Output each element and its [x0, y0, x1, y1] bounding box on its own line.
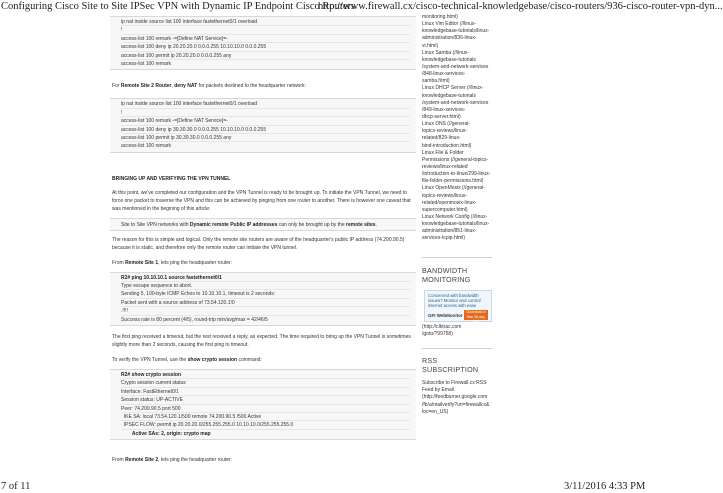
link-line: (http://feedburner.google.com	[422, 394, 488, 401]
note-box	[110, 218, 416, 231]
link-line: Feed by Email	[422, 387, 454, 394]
page-header-url: http://www.firewall.cx/cisco-technical-knowledgebase/cisco-routers/936-cisco-router-vpn-dyn...	[318, 1, 723, 12]
ad-download-button[interactable]: Download a free 30-day trial	[464, 310, 488, 320]
code-line: Session status: UP-ACTIVE	[121, 396, 410, 404]
text-line: The first ping received a timeout, but the rest received a reply, as expected. The time required to bring up the VPN Tunnel is sometimes	[112, 334, 411, 341]
sidebar-link-line[interactable]: vi.html)	[422, 42, 439, 49]
sidebar-link-line[interactable]: knowledgebase-tutorials	[422, 56, 476, 63]
gfi-webmonitor-ad[interactable]	[424, 290, 492, 322]
text-line: was mentioned in the begining of this article:	[112, 205, 211, 212]
link-line: (http://clktrac.com	[422, 323, 462, 330]
sidebar-link-line[interactable]: Linux DHCP Server (//linux-	[422, 85, 484, 92]
rss-heading: RSS SUBSCRIPTION	[422, 355, 479, 374]
paragraph-reason	[110, 236, 416, 252]
link-line: /fb/a/mailverify?uri=firewallcx&	[422, 401, 490, 408]
ad-text: Concerned with bandwidth issues? Monitor and control internet access with ease	[428, 292, 481, 308]
code-line: Crypto session current status	[121, 379, 410, 387]
code-line: !	[121, 26, 410, 34]
text-line: force one packet to traverse the VPN and this can be achieved by pinging from one router to another. There is however one caveat that	[112, 197, 411, 204]
code-line: access-list 100 deny ip 30.30.30.0 0.0.0.255 10.10.10.0 0.0.0.255	[121, 126, 410, 134]
bandwidth-ad-link[interactable]	[422, 324, 494, 338]
sidebar-divider	[422, 348, 492, 349]
link-line: /goto/?99758)	[422, 330, 453, 337]
ad-logo: GFI WebMonitor	[428, 312, 463, 318]
code-line: Sending 5, 100-byte ICMP Echos to 10.10.10.1, timeout is 2 seconds:	[121, 290, 410, 298]
code-line: R2# show crypto session	[121, 371, 410, 379]
sidebar-link-line[interactable]: knowledgebase-tutorials	[422, 92, 476, 99]
text: for packets destined to the headquarter network:	[197, 83, 306, 90]
sidebar-link-line[interactable]: Linux File & Folder	[422, 149, 464, 156]
code-line: IKE SA: local 73.54.120.1/500 remote 74.200.90.5 /500 Active	[121, 413, 410, 421]
article-content	[110, 14, 416, 480]
sidebar-link-line[interactable]: supercomputer.html)	[422, 206, 468, 213]
sidebar-link-line[interactable]: /848-linux-services-	[422, 71, 466, 78]
sidebar-link-line[interactable]: topics-reviews/linux-	[422, 128, 468, 135]
heading-line: MONITORING	[422, 274, 471, 284]
page-footer-page-number: 7 of 11	[1, 481, 31, 492]
code-line: R2# ping 10.10.10.1 source fastethernet0/1	[121, 274, 410, 282]
sidebar-divider	[422, 257, 492, 258]
bold-text: Remote Site 2	[125, 457, 159, 464]
sidebar-link-line[interactable]: Permissions (//general-topics-	[422, 156, 489, 163]
sidebar-link-line[interactable]: services-tcpip.html)	[422, 235, 466, 242]
bold-text: remote sites	[346, 221, 376, 228]
paragraph-verify	[110, 356, 416, 364]
bold-text: Remote Site 1	[125, 259, 159, 266]
code-block-crypto-session	[110, 369, 416, 440]
sidebar-link-line[interactable]: samba.html)	[422, 78, 450, 85]
code-block-site2-nat	[110, 98, 416, 152]
sidebar-link-line[interactable]: administration/836-linux-	[422, 35, 477, 42]
code-line: access-list 100 remark	[121, 60, 172, 67]
code-line: access-list 100 remark -=[Define NAT Service]=-	[121, 35, 410, 43]
paragraph-from-site2	[110, 456, 416, 464]
text: From	[112, 457, 126, 464]
paragraph-timeout	[110, 333, 416, 349]
sidebar-link-line[interactable]: /introduction-to-linux/299-linux-	[422, 171, 491, 178]
sidebar-link-line[interactable]: knowledgebase-tutorials/linux-	[422, 221, 490, 228]
sidebar-link-line[interactable]: reviews/linux-related	[422, 163, 468, 170]
paragraph-site2-nat	[110, 82, 416, 90]
sidebar-link-line[interactable]: knowledgebase-tutorials/linux-	[422, 28, 490, 35]
code-line: Active SAs: 2, origin: crypto map	[121, 430, 211, 437]
code-line: Success rate is 80 percent (4/5), round-trip min/avg/max = 42/46/5	[121, 316, 268, 323]
code-line: Peer: 74.200.90.5 port 500	[121, 405, 410, 413]
code-line: access-list 100 permit ip 20.20.20.0 0.0.0.255 any	[121, 52, 410, 60]
code-line: ip nat inside source list 100 interface fastethernet0/1 overload	[121, 100, 410, 108]
code-line: access-list 100 remark	[121, 143, 172, 150]
page-header-title: Configuring Cisco Site to Site IPSec VPN with Dynamic IP Endpoint Cisco Routers	[1, 1, 356, 12]
text: , lets ping the headquarter router:	[158, 259, 233, 266]
bold-text: Dynamic remote Public IP addresses	[189, 221, 278, 228]
text-line: slightly more than 2 seconds, causing the first ping to timeout.	[112, 342, 249, 349]
sidebar-link-line[interactable]: /849-linux-services-	[422, 106, 466, 113]
sidebar-link-line[interactable]: topics-reviews/linux-	[422, 192, 468, 199]
text: Site to Site VPN networks with	[121, 221, 190, 228]
code-line: !	[121, 109, 410, 117]
sidebar-link-line[interactable]: related/openmosix-linux-	[422, 199, 477, 206]
text: .	[375, 221, 377, 228]
bold-text: deny NAT	[174, 83, 198, 90]
sidebar-link-line[interactable]: bind-introduction.html)	[422, 142, 472, 149]
paragraph-from-site1	[110, 259, 416, 267]
code-line: .!!!!	[121, 307, 410, 315]
code-line: Interface: FastEthernet0/1	[121, 388, 410, 396]
sidebar-link-line[interactable]: monitoring.html)	[422, 14, 458, 20]
code-line: access-list 100 permit ip 30.30.30.0 0.0.0.255 any	[121, 134, 410, 142]
code-line: access-list 100 deny ip 20.20.20.0 0.0.0.255 10.10.10.0 0.0.0.255	[121, 43, 410, 51]
sidebar-link-list	[422, 14, 494, 243]
section-heading: BRINGING UP AND VERIFYING THE VPN TUNNEL	[112, 175, 231, 182]
sidebar-link-line[interactable]: Linux Network Config (//linux-	[422, 213, 488, 220]
link-line: loc=en_US)	[422, 408, 449, 415]
code-line: access-list 100 remark -=[Define NAT Service]=-	[121, 117, 410, 125]
text-line: because it is static, and therefore only the remote router can initiate the VPN tunnel.	[112, 244, 298, 251]
code-block-ping-site1	[110, 272, 416, 326]
sidebar-link-line[interactable]: dhcp-server.html)	[422, 113, 461, 120]
text: can only be brought up by the	[277, 221, 347, 228]
code-line: ip nat inside source list 100 interface fastethernet0/1 overload	[121, 18, 410, 26]
text: To verify the VPN Tunnel, use the	[112, 357, 188, 364]
code-line: Packet sent with a source address of 73.54.120.1!0	[121, 299, 410, 307]
text: For	[112, 83, 121, 90]
code-line: IPSEC FLOW: permit ip 20.20.20.0/255.255.255.0 10.10.10.0/255.255.255.0	[121, 421, 410, 429]
text: , lets ping the headquarter router:	[158, 457, 233, 464]
link-line: Subscribe to Firewall.cx RSS	[422, 379, 487, 386]
sidebar-link-line[interactable]: Linux Vim Editor (//linux-	[422, 21, 477, 28]
paragraph-intro	[110, 189, 416, 213]
rss-subscribe-link[interactable]	[422, 380, 494, 416]
sidebar-link-line[interactable]: administration/851-linux-	[422, 228, 477, 235]
sidebar	[422, 14, 494, 416]
sidebar-link-line[interactable]: file-folder-permissions.html)	[422, 178, 484, 185]
text: ,	[171, 83, 175, 90]
heading-line: BANDWIDTH	[422, 265, 468, 275]
text: command:	[237, 357, 262, 364]
bold-text: Remote Site 2 Router	[120, 83, 172, 90]
sidebar-link-line[interactable]: Linux DNS (//general-	[422, 121, 471, 128]
sidebar-link-line[interactable]: Linux Samba (//linux-	[422, 49, 469, 56]
text: From	[112, 259, 126, 266]
page-footer-datetime: 3/11/2016 4:33 PM	[564, 481, 646, 492]
sidebar-link-line[interactable]: Linux OpenMosix (//general-	[422, 185, 485, 192]
bandwidth-heading	[422, 266, 494, 284]
text-line: At this point, we've completed our configuration and the VPN Tunnel is ready to be brought up. To initiate the VPN Tunnel, we need to	[112, 189, 407, 196]
sidebar-link-line[interactable]: /system-and-network-services	[422, 63, 489, 70]
bold-text: show crypto session	[187, 357, 238, 364]
code-block-site1-nat	[110, 16, 416, 70]
text-line: The reason for this is simple and logical. Only the remote site routers are aware of the headquarter's public IP address (74.200.90.5)	[112, 236, 405, 243]
sidebar-link-line[interactable]: /system-and-network-services	[422, 99, 489, 106]
sidebar-link-line[interactable]: related/829-linux-	[422, 135, 461, 142]
code-line: Type escape sequence to abort.	[121, 282, 410, 290]
